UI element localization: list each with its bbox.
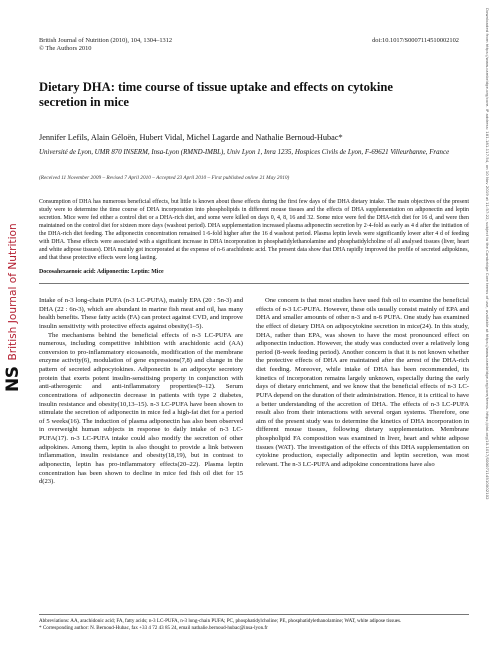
body-column-right — [256, 297, 469, 470]
journal-name: British Journal of Nutrition — [7, 223, 19, 361]
journal-citation: British Journal of Nutrition (2010), 104, 1304–1312 — [39, 37, 173, 44]
affiliation: Université de Lyon, UMR 870 INSERM, Insa-Lyon (RMND-IMBL), Univ Lyon 1, Inra 1235, Hospices Civils de Lyon, F-69621 Villeurbanne, France — [39, 149, 450, 156]
doi[interactable]: doi:10.1017/S0007114510002102 — [372, 37, 459, 44]
author-list: Jennifer Lefils, Alain Géloën, Hubert Vidal, Michel Lagarde and Nathalie Bernoud-Hubac* — [39, 133, 343, 142]
footnote-divider — [39, 614, 469, 615]
abstract — [39, 198, 469, 262]
received-dates: (Received 11 November 2009 – Revised 7 April 2010 – Accepted 23 April 2010 – First published online 21 May 2010) — [39, 175, 290, 181]
abbreviations-note: Abbreviations: AA, arachidonic acid; FA, fatty acids; n-3 LC-PUFA, n-3 long-chain PUFA; PC, phosphatidylcholine; PE, phosphatidylethanolamine; WAT, white adipose tissues. — [39, 618, 402, 624]
corresponding-author-note: * Corresponding author: N. Bernoud-Hubac, fax +33 4 72 43 85 24, email nathalie.bernoud-hubac@insa-lyon.fr — [39, 625, 268, 631]
download-notice[interactable]: Downloaded from https://www.cambridge.org/core. IP address: 181.181.117.54, on 10 Nov 2019 at 11:57:22, subject to the Cambridge Core terms of use, available at https://www.cambridge.org/core/terms. https://doi.org/10.1017/S0007114510002102 — [485, 8, 490, 500]
paragraph: One concern is that most studies have used fish oil to examine the beneficial effects of n-3 LC-PUFA. However, these oils usually consist mainly of EPA and DHA and smaller amounts of other n-3 and n-6 PUFA. One study has examined the effect of dietary DHA on adipocytokine secretion in mice(24). In this study, DHA, rather than EPA, was shown to have the most pronounced effect on adiponectin induction. However, the study was conducted over a relatively long period (8-week feeding period). Another concern is that it is not known whether the protective effects of DHA are maintained after the arrest of the DHA-rich diet feeding. Moreover, while intake of DHA has been recommended, its kinetics of incorporation remains largely unknown, especially during the early days of dietary enrichment, and we know that the beneficial effects of n-3 LC-PUFA depend on the duration of their administration. Hence, it is critical to have a better understanding of the accretion of DHA. The effects of n-3 LC-PUFA result also from their interactions with several organ systems. Therefore, one aim of the present study was to determine the kinetics of DHA incorporation in different mouse tissues, following dietary supplementation. Membrane phospholipid FA composition was examined in liver, heart and white adipose tissues (WAT). The investigation of the effects of this DHA supplementation on cytokine production, especially adiponectin and leptin secretion, was most relevant. The n-3 LC-PUFA and adipokine concentrations have also — [256, 297, 469, 468]
ns-logo: NS — [3, 366, 23, 392]
paragraph: Intake of n-3 long-chain PUFA (n-3 LC-PUFA), mainly EPA (20 : 5n-3) and DHA (22 : 6n-3), which are abundant in marine fish meat and oil, has many health benefits. These fatty acids (FA) can protect against CVD, and improve insulin sensitivity with protective effects against obesity(1–5). — [39, 297, 243, 330]
article-title: Dietary DHA: time course of tissue uptake and effects on cytokine secretion in mice — [39, 80, 393, 109]
copyright: © The Authors 2010 — [39, 45, 92, 52]
abstract-divider — [39, 283, 469, 284]
body-column-left — [39, 297, 243, 487]
abstract-text: Consumption of DHA has numerous beneficial effects, but little is known about these effects during the first few days of the DHA dietary intake. The main objectives of the present study were to determine the time course of DHA incorporation into phospholipids in different mouse tissues and the effects of DHA supplementation on adiponectin and leptin secretion. Mice were fed either a control diet or a DHA-rich diet, and some were killed on days 0, 4, 8, 16 and 32. Some mice were fed the DHA-rich diet for 16 d, and were then maintained on the control diet for sixteen more days (washout period). DHA supplementation increased plasma adiponectin secretion by 2·4-fold as early as 4 d after the initiation of the DHA-rich diet feeding. The adiponectin concentration remained 1·6-fold higher after the 16 d washout period. Plasma leptin levels were significantly lower after 4 d of feeding with DHA. These effects were associated with a significant increase in DHA incorporation in phosphatidylethanolamine and phosphatidylcholine of all analysed tissues (liver, heart and white adipose tissues). DHA mainly got incorporated at the expense of n-6 arachidonic acid. The present data show that DHA rapidly improved the profile of secreted adipokines, and that these protective effects were long lasting. — [39, 199, 469, 261]
keywords: Docosahexaenoic acid: Adiponectin: Leptin: Mice — [39, 269, 164, 275]
footnotes — [39, 618, 469, 632]
paragraph: The mechanisms behind the beneficial effects of n-3 LC-PUFA are numerous, including competitive inhibition with arachidonic acid (AA) conversion to pro-inflammatory eicosanoids, modification of the membrane enzyme activity(6), modulation of gene expressions(7,8) and change in the pattern of secreted adipocytokines. Adiponectin is an adipocyte secretory protein that exerts potent insulin-sensitising property in conjunction with anti-atherogenic and anti-inflammatory properties(9–12). Serum concentrations of adiponectin decrease in patients with type 2 diabetes, insulin resistance and obesity(10,13–15). n-3 LC-PUFA have been shown to stimulate the secretion of adiponectin in mice fed a high-fat diet for a period of 5 weeks(16). The induction of plasma adiponectin has also been observed in overweight human subjects in response to daily intake of n-3 LC-PUFA(17). n-3 LC-PUFA intake could also modify the secretion of other adipokines. Among them, leptin is also thought to provide a link between inflammation, insulin resistance and obesity(18,19), but in contrast to adiponectin, leptin has pro-inflammatory effects(20–22). Plasma leptin concentration has been shown to decline in mice fed fish oil diet for 15 d(23). — [39, 331, 243, 486]
journal-side-banner — [4, 172, 22, 392]
